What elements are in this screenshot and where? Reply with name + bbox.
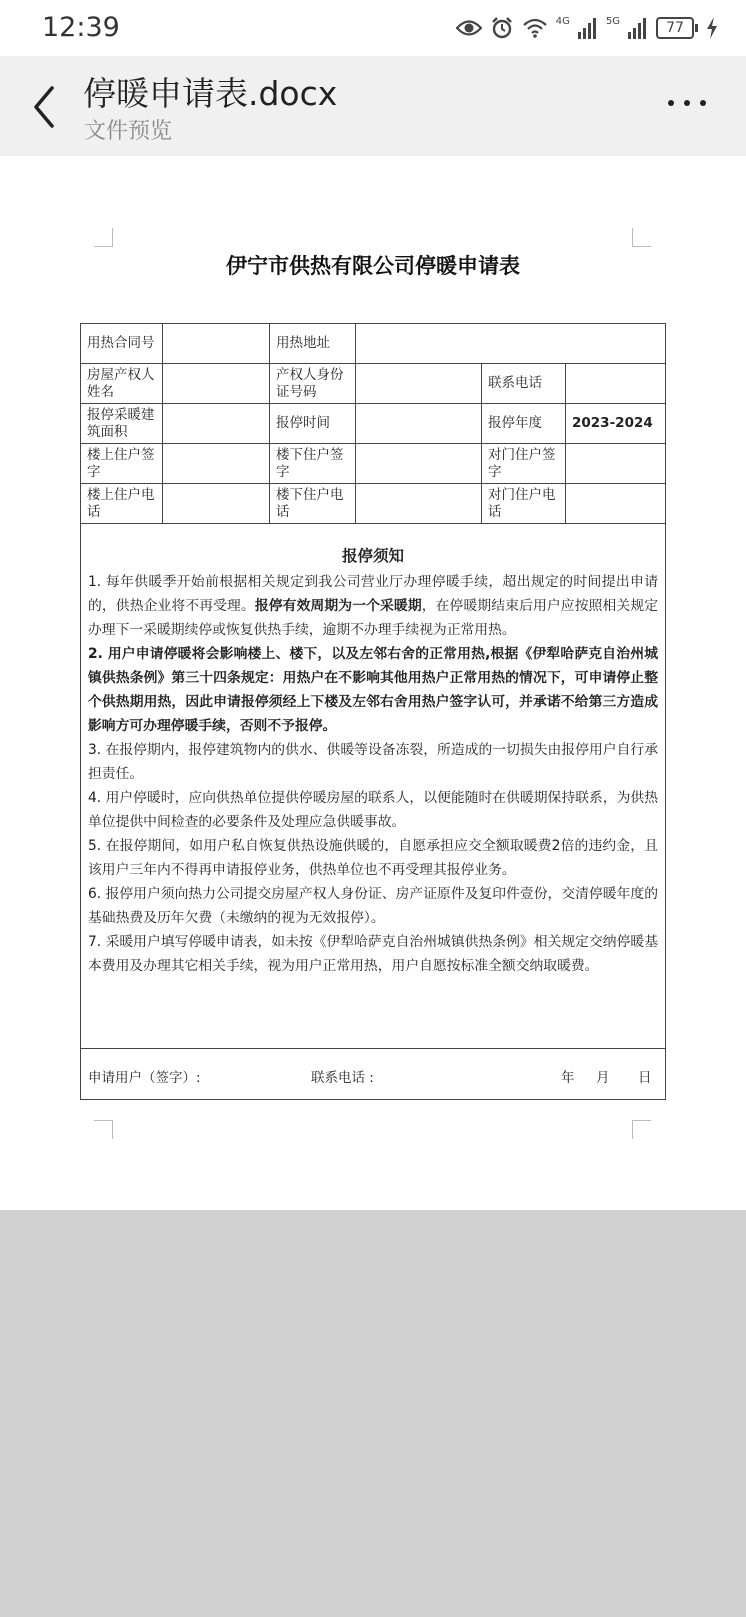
notice-item-1-text-c: ，在停暖期结束后用户应按照相关规定办理下一采暖期续停或恢复供热手续，逾期不办理手续视为正常用热。 <box>88 598 659 638</box>
form-value <box>566 444 665 483</box>
crop-mark <box>94 228 113 247</box>
form-value <box>356 404 482 443</box>
notice-item-1 <box>88 570 658 642</box>
charging-icon <box>706 17 718 39</box>
notice-item-3: 3. 在报停期内，报停建筑物内的供水、供暖等设备冻裂，所造成的一切损失由报停用户自行承担责任。 <box>88 742 658 782</box>
date-day-label: 日 <box>638 1070 652 1086</box>
stop-year-value: 2023-2024 <box>572 415 653 431</box>
form-value <box>163 324 270 363</box>
form-value <box>566 364 665 403</box>
form-label: 房屋产权人姓名 <box>81 364 163 403</box>
form-label: 楼下住户电话 <box>270 484 356 523</box>
form-value <box>356 364 482 403</box>
form-row <box>81 404 665 444</box>
file-title: 停暖申请表.docx <box>83 74 338 113</box>
date-month-label: 月 <box>596 1070 610 1086</box>
battery-level: 77 <box>656 17 694 39</box>
date-year-label: 年 <box>561 1070 575 1086</box>
form-label: 楼下住户签字 <box>270 444 356 483</box>
form-value <box>163 364 270 403</box>
form-label: 产权人身份证号码 <box>270 364 356 403</box>
status-icons <box>456 14 718 42</box>
notice-item-4: 4. 用户停暖时，应向供热单位提供停暖房屋的联系人，以便能随时在供暖期保持联系，为供热单位提供中间检查的必要条件及处理应急供暖事故。 <box>88 790 658 830</box>
form-label: 对门住户签字 <box>482 444 566 483</box>
more-options-icon[interactable] <box>668 100 706 106</box>
crop-mark <box>632 1120 651 1139</box>
network-label-4g: 4G <box>555 16 570 27</box>
form-value <box>356 324 665 363</box>
alarm-icon <box>490 16 514 40</box>
form-row <box>81 484 665 524</box>
eye-icon <box>456 18 482 38</box>
form-value <box>356 444 482 483</box>
status-time: 12:39 <box>42 12 120 43</box>
status-bar <box>0 0 746 56</box>
form-value <box>163 444 270 483</box>
back-arrow-icon[interactable] <box>26 82 66 132</box>
form-row <box>81 364 665 404</box>
notice-item-5: 5. 在报停期间，如用户私自恢复供热设施供暖的，自愿承担应交全额取暖费2倍的违约金，且该用户三年内不得再申请报停业务，供热单位也不再受理其报停业务。 <box>88 838 658 878</box>
document-title: 伊宁市供热有限公司停暖申请表 <box>226 254 520 278</box>
form-label: 联系电话 <box>482 364 566 403</box>
form-label: 楼上住户电话 <box>81 484 163 523</box>
form-row <box>81 444 665 484</box>
crop-mark <box>632 228 651 247</box>
form-value <box>163 484 270 523</box>
wifi-icon <box>522 17 548 39</box>
signature-row <box>81 1049 665 1099</box>
preview-background <box>0 1210 746 1617</box>
form-label: 楼上住户签字 <box>81 444 163 483</box>
form-label: 报停采暖建筑面积 <box>81 404 163 443</box>
form-label: 报停时间 <box>270 404 356 443</box>
crop-mark <box>94 1120 113 1139</box>
notice-item-6: 6. 报停用户须向热力公司提交房屋产权人身份证、房产证原件及复印件壹份，交清停暖年度的基础热费及历年欠费（未缴纳的视为无效报停）。 <box>88 886 658 926</box>
form-label: 用热合同号 <box>81 324 163 363</box>
signal-icon-2 <box>628 17 648 39</box>
more-dot <box>668 100 674 106</box>
form-label: 用热地址 <box>270 324 356 363</box>
form-value <box>356 484 482 523</box>
battery-indicator <box>656 17 698 39</box>
notice-item-2: 2. 用户申请停暖将会影响楼上、楼下，以及左邻右舍的正常用热,根据《伊犁哈萨克自治州城镇供热条例》第三十四条规定：用热户在不影响其他用热户正常用热的情况下，可申请停止整个供热期用热，因此申请报停须经上下楼及左邻右舍用热户签字认可，并承诺不给第三方造成影响方可办理停暖手续，否则不予报停。 <box>88 646 658 734</box>
applicant-signature-label: 申请用户（签字）: <box>88 1070 201 1086</box>
file-subtitle: 文件预览 <box>84 119 173 144</box>
battery-tip <box>695 24 698 32</box>
notice-item-7: 7. 采暖用户填写停暖申请表，如未按《伊犁哈萨克自治州城镇供热条例》相关规定交纳停暖基本费用及办理其它相关手续，视为用户正常用热，用户自愿按标准全额交纳取暖费。 <box>88 934 658 974</box>
app-header <box>0 56 746 156</box>
form-label: 对门住户电话 <box>482 484 566 523</box>
notice-title: 报停须知 <box>341 547 404 565</box>
application-form <box>80 323 666 1100</box>
signal-icon <box>578 17 598 39</box>
more-dot <box>700 100 706 106</box>
network-label-5g: 5G <box>605 16 620 27</box>
form-value <box>163 404 270 443</box>
footer-phone-label: 联系电话 : <box>311 1070 374 1086</box>
form-value <box>566 484 665 523</box>
notice-item-1-text-a: 1. 每年供暖季开始前根据相关规定到我公司营业厅办理停暖手续，超出规定的时间提出申请的，供热企业将不再受理。 <box>88 574 658 614</box>
notice-section <box>81 524 665 1049</box>
notice-item-1-emphasis: 报停有效周期为一个采暖期 <box>254 598 422 614</box>
form-label: 报停年度 <box>482 404 566 443</box>
more-dot <box>684 100 690 106</box>
form-row <box>81 324 665 364</box>
